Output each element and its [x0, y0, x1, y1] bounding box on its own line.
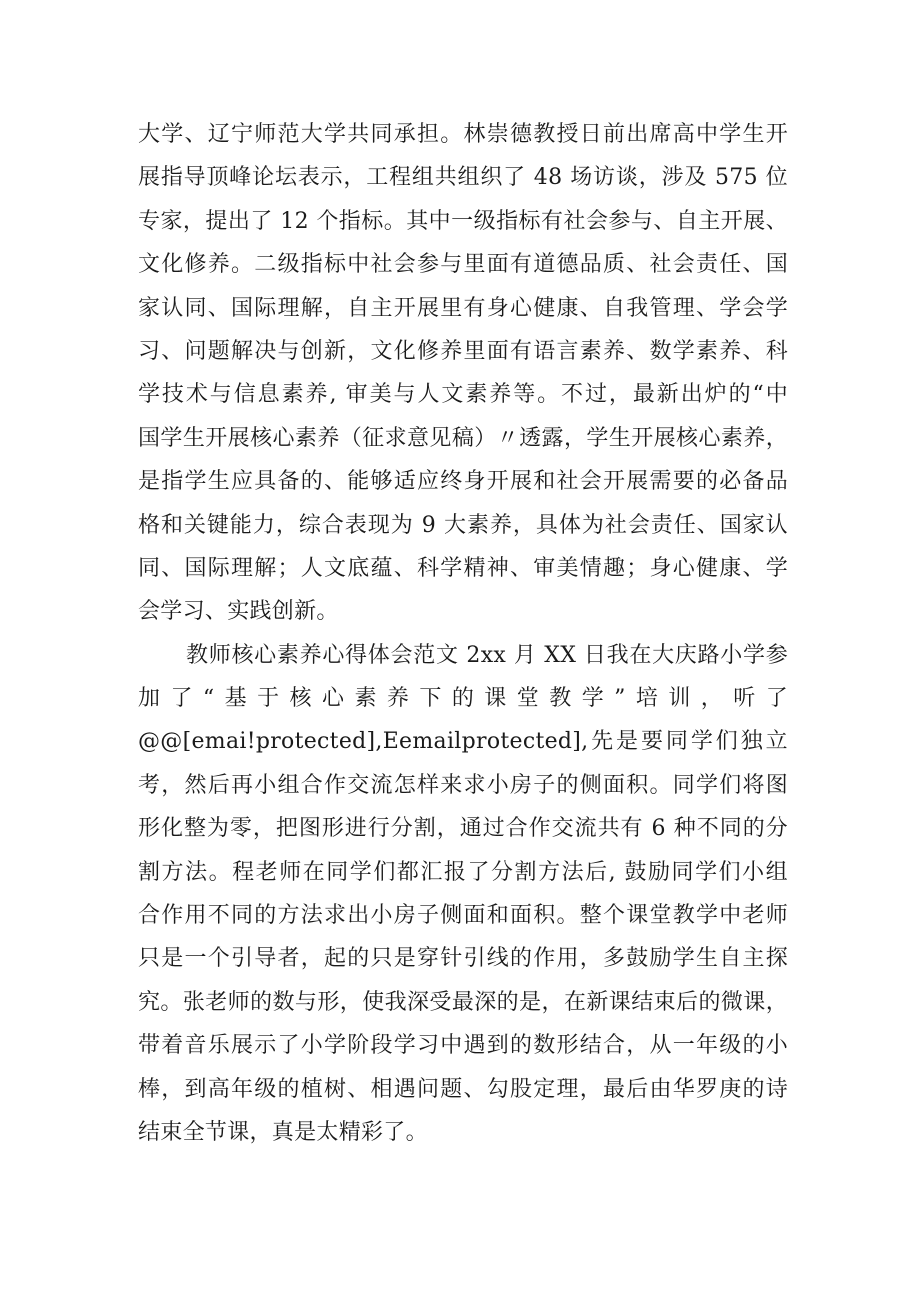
text-line: 文化修养。二级指标中社会参与里面有道德品质、社会责任、国 [138, 252, 788, 278]
text-line: 合作用不同的方法求出小房子侧面和面积。整个课堂教学中老师 [138, 903, 788, 929]
text-line: 究。张老师的数与形，使我深受最深的是，在新课结束后的微课， [138, 989, 788, 1015]
text-line: 格和关键能力，综合表现为 9 大素养，具体为社会责任、国家认 [138, 512, 788, 538]
text-line: 考，然后再小组合作交流怎样来求小房子的侧面积。同学们将图 [138, 772, 788, 798]
text-line: 结束全节课，真是太精彩了。 [138, 1119, 428, 1145]
text-line: 加了“基于核心素养下的课堂教学”培训，听了 [138, 686, 788, 712]
text-line: 学技术与信息素养, 审美与人文素养等。不过，最新出炉的“中 [138, 382, 788, 408]
text-line: 家认同、国际理解，自主开展里有身心健康、自我管理、学会学 [138, 295, 788, 321]
text-line: 专家，提出了 12 个指标。其中一级指标有社会参与、自主开展、 [138, 208, 788, 234]
text-line: 带着音乐展示了小学阶段学习中遇到的数形结合，从一年级的小 [138, 1033, 788, 1059]
document-body [138, 113, 788, 1154]
text-line: 展指导顶峰论坛表示，工程组共组织了 48 场访谈，涉及 575 位 [138, 165, 788, 191]
paragraph-1 [138, 113, 788, 634]
text-line: 形化整为零，把图形进行分割，通过合作交流共有 6 种不同的分 [138, 816, 788, 842]
text-line: 只是一个引导者，起的只是穿针引线的作用，多鼓励学生自主探 [138, 946, 788, 972]
text-line: @@[emai!protected],Eemailprotected],先是要同学们独立 [138, 729, 788, 755]
text-line: 棒，到高年级的植树、相遇问题、勾股定理，最后由华罗庚的诗 [138, 1076, 788, 1102]
text-line: 教师核心素养心得体会范文 2xx 月 XX 日我在大庆路小学参 [186, 642, 788, 668]
text-line: 大学、辽宁师范大学共同承担。林崇德教授日前出席高中学生开 [138, 122, 788, 147]
text-line: 同、国际理解；人文底蕴、科学精神、审美情趣；身心健康、学 [138, 555, 788, 581]
text-line: 国学生开展核心素养（征求意见稿）〃透露，学生开展核心素养， [138, 425, 788, 451]
text-line: 是指学生应具备的、能够适应终身开展和社会开展需要的必备品 [138, 469, 788, 495]
text-line: 割方法。程老师在同学们都汇报了分割方法后, 鼓励同学们小组 [138, 859, 788, 885]
text-line: 会学习、实践创新。 [138, 599, 339, 625]
text-line: 习、问题解决与创新，文化修养里面有语言素养、数学素养、科 [138, 338, 788, 364]
paragraph-2 [138, 634, 788, 1155]
